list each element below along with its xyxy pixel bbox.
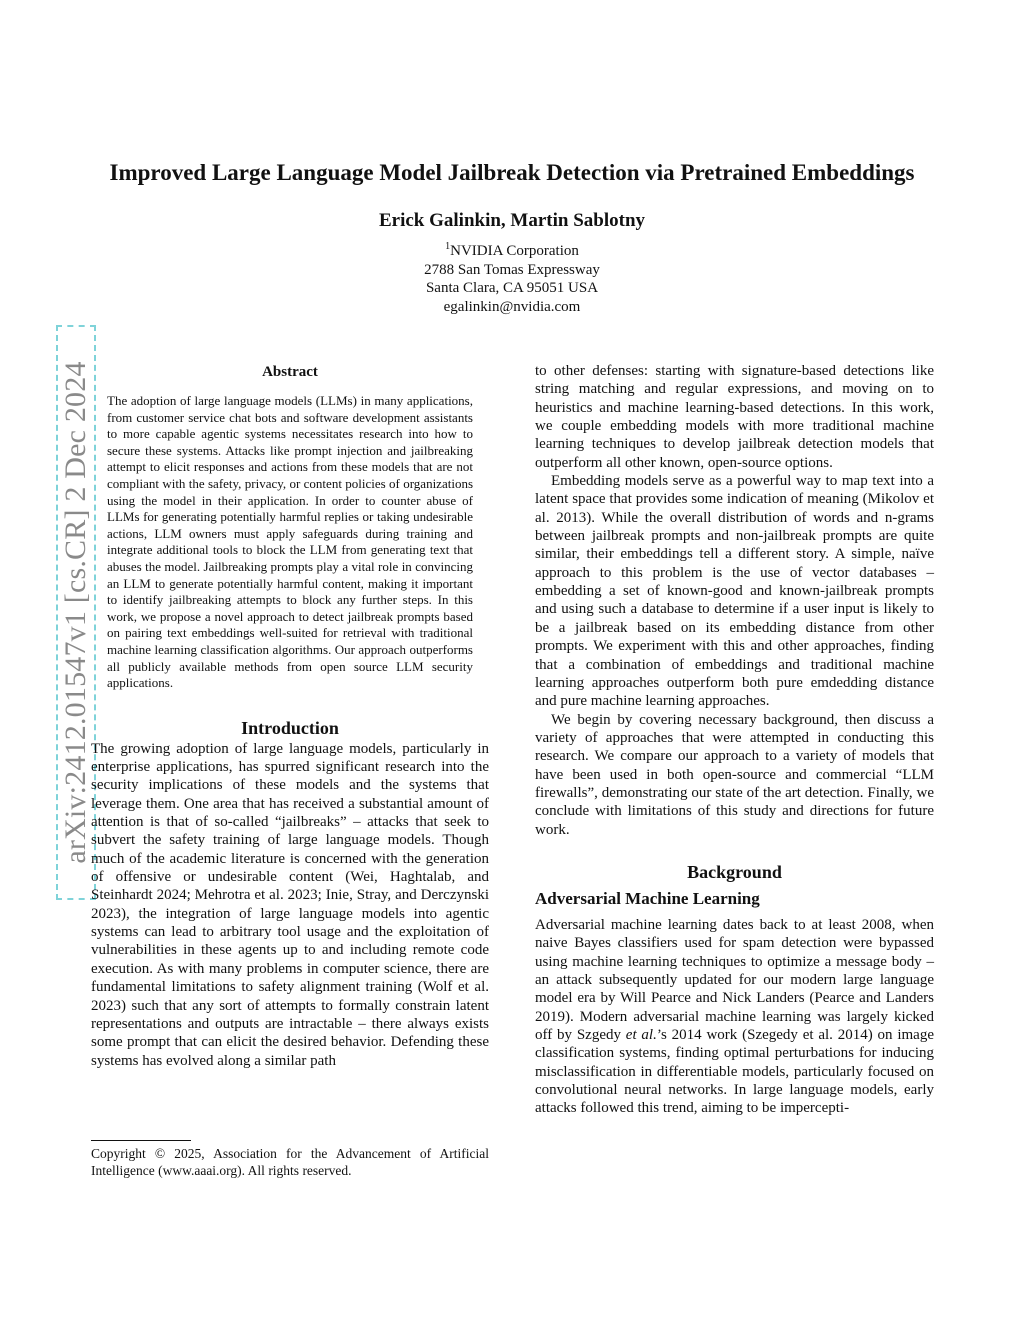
footnote-rule [91, 1140, 191, 1141]
right-column [535, 362, 934, 1118]
affiliation-city: Santa Clara, CA 95051 USA [425, 280, 599, 296]
introduction-paragraph-2: Embedding models serve as a powerful way to map text into a latent space that provides some indication of meaning (Mikolov et al. 2013). While the overall distribution of words and n-grams between jailbreak prompts and non-jailbreak prompts are quite similar, their embeddings tell a different story. A simple, naïve approach to this problem is the use of vector databases – embedding a set of known-good and known-jailbreak prompts and using such a database to determine if a user input is likely to be a jailbreak based on its embedding distance from other prompts. We experiment with this and other approaches, finding that a combination of embeddings and traditional machine learning approaches outperform both pure emdedding distance and pure machine learning approaches. [535, 473, 934, 710]
background-text-b: ’s 2014 work (Szegedy et al. 2014) on image classification systems, finding optimal perturbations for inducing misclassification in differentiable models, particularly focused on convolutional neural networks. In large language models, early attacks followed this trend, aiming to be impercepti- [535, 1027, 934, 1117]
affiliation-org-name: NVIDIA Corporation [450, 243, 579, 259]
author-list: Erick Galinkin, Martin Sablotny [378, 210, 646, 231]
arxiv-identifier[interactable]: arXiv:2412.01547v1 [cs.CR] 2 Dec 2024 [56, 325, 96, 900]
et-al-italic: et al. [625, 1027, 657, 1043]
background-paragraph-1 [535, 916, 934, 1118]
paper-title: Improved Large Language Model Jailbreak Detection via Pretrained Embeddings [109, 160, 915, 185]
introduction-heading: Introduction [241, 717, 339, 738]
introduction-paragraph-1: The growing adoption of large language models, particularly in enterprise applications, has spurred significant research into the security implications of these models and the systems that leverage them. One area that has received a substantial amount of attention is that of so-called “jailbreaks” – attacks that seek to subvert the safety training of large language models. Though much of the academic literature is concerned with the generation of offensive or undesirable content (Wei, Haghtalab, and Steinhardt 2024; Mehrotra et al. 2023; Inie, Stray, and Derczynski 2023), the integration of large language models into agentic systems can lead to arbitrary tool usage and the exploitation of vulnerabilities in these agents up to and including remote code execution. As with many problems in computer science, there are fundamental limitations to safety alignment training (Wolf et al. 2023) such that any sort of attempts to formally constrain latent representations and outputs are intractable – there always exists some prompt that can elicit the desired behavior. Defending these systems has evolved along a similar path [91, 740, 489, 1069]
copyright-footnote: Copyright © 2025, Association for the Advancement of Artificial Intelligence (www.aaai.org). All rights reserved. [91, 1146, 489, 1178]
affiliation-org [0, 238, 1024, 261]
background-heading: Background [687, 861, 782, 882]
introduction-paragraph-1-continued: to other defenses: starting with signature-based detections like string matching and regular expressions, and moving on to heuristics and machine learning-based detections. In this work, we couple embedding models with more traditional machine learning techniques to develop jailbreak detection models that outperform all other known, open-source options. [535, 363, 934, 471]
affiliation-street: 2788 San Tomas Expressway [424, 261, 600, 278]
abstract-heading: Abstract [262, 364, 318, 380]
adversarial-ml-subheading: Adversarial Machine Learning [535, 888, 760, 908]
abstract-text: The adoption of large language models (LLMs) in many applications, from customer service chat bots and software development assistants to more capable agentic systems necessitates research into how to secure these systems. Attacks like prompt injection and jailbreaking attempt to elicit responses and actions from these models that are not compliant with the safety, privacy, or content policies of organizations using the model in their application. In order to counter abuse of LLMs for generating potentially harmful replies or taking undesirable actions, LLM owners must apply safeguards during training and integrate additional tools to block the LLM from generating text that abuses the model. Jailbreaking prompts play a vital role in convincing an LLM to generate potentially harmful content, making it important to identify jailbreaking attempts to block any further steps. In this work, we propose a novel approach to detect jailbreak prompts based on pairing text embeddings well-suited for retrieval with traditional machine learning classification algorithms. Our approach outperforms all publicly available methods from open source LLM security applications. [107, 393, 473, 691]
introduction-paragraph-3: We begin by covering necessary background, then discuss a variety of approaches that were attempted in conducting this research. We compare our approach to a variety of models that have been used in both open-source and commercial “LLM firewalls”, demonstrating our state of the art detection. Finally, we conclude with limitations of this study and directions for future work. [535, 711, 934, 838]
left-column [91, 362, 489, 1070]
author-email: egalinkin@nvidia.com [443, 298, 581, 315]
affiliation-marker: 1 [445, 241, 451, 252]
background-text-a: Adversarial machine learning dates back to at least 2008, when naive Bayes classifiers used for spam detection were bypassed using machine learning techniques to optimize a message body – an attack subsequently updated for our modern large language model era by Will Pearce and Nick Landers (Pearce and Landers 2019). Modern adversarial machine learning was largely kicked off by Szgedy [535, 916, 934, 1043]
affiliation-block [0, 238, 1024, 316]
